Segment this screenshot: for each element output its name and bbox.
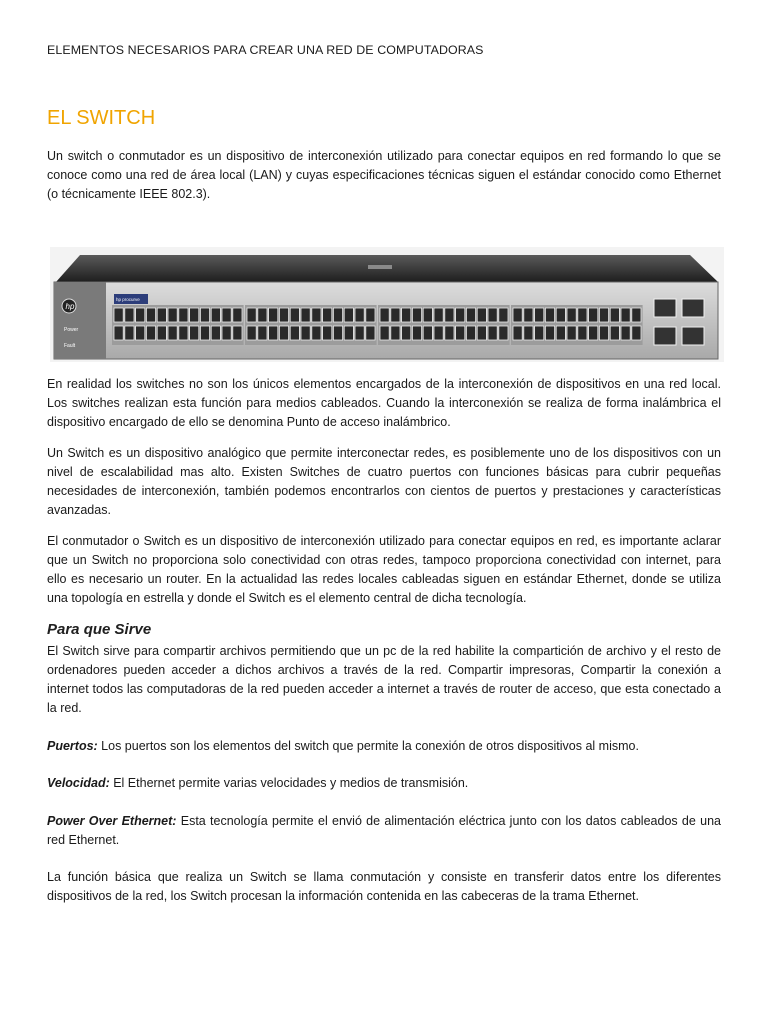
ethernet-port bbox=[279, 308, 288, 322]
ethernet-port bbox=[621, 308, 630, 322]
ethernet-port bbox=[621, 326, 630, 340]
ethernet-port bbox=[556, 326, 565, 340]
para-que-sirve-paragraph: El Switch sirve para compartir archivos permitiendo que un pc de la red habilite la compartición de archivo y el resto de ordenadores pueden acceder a dichos archivos a través de la red. Compartir impresoras, Compartir la conexión a internet todos las computadoras de la red pueden acceder a internet a través de router de acceso, que esta conectado a la red. bbox=[47, 644, 721, 715]
ethernet-port bbox=[344, 308, 353, 322]
ethernet-port bbox=[190, 326, 199, 340]
velocidad-text: El Ethernet permite varias velocidades y medios de transmisión. bbox=[109, 776, 469, 790]
velocidad-definition bbox=[47, 774, 721, 793]
ethernet-port bbox=[146, 308, 155, 322]
ethernet-port bbox=[545, 308, 554, 322]
ethernet-port bbox=[499, 308, 508, 322]
ethernet-port bbox=[578, 326, 587, 340]
ethernet-port bbox=[157, 326, 166, 340]
ethernet-port bbox=[157, 308, 166, 322]
ethernet-port bbox=[125, 326, 134, 340]
ethernet-port bbox=[589, 308, 598, 322]
section-title: EL SWITCH bbox=[47, 107, 156, 129]
ethernet-port bbox=[466, 308, 475, 322]
ethernet-port bbox=[578, 308, 587, 322]
ethernet-port bbox=[423, 326, 432, 340]
puertos-term: Puertos: bbox=[47, 739, 98, 753]
switch-photo bbox=[50, 247, 724, 362]
poe-definition bbox=[47, 812, 721, 850]
ethernet-port bbox=[290, 308, 299, 322]
svg-text:Fault: Fault bbox=[64, 343, 76, 349]
final-paragraph: La función básica que realiza un Switch se llama conmutación y consiste en transferir datos entre los diferentes dispositivos de la red, los Switch procesan la información contenida en las cabeceras de la trama Ethernet. bbox=[47, 870, 721, 903]
ethernet-port bbox=[610, 326, 619, 340]
ethernet-port bbox=[380, 308, 389, 322]
ethernet-port bbox=[114, 308, 123, 322]
ethernet-port bbox=[380, 326, 389, 340]
ethernet-port bbox=[513, 308, 522, 322]
intro-paragraph: Un switch o conmutador es un dispositivo de interconexión utilizado para conectar equipos en red formando lo que se conoce como una red de área local (LAN) y cuyas especificaciones técnicas siguen el estándar conocido como Ethernet (o técnicamente IEEE 802.3). bbox=[47, 149, 721, 201]
ethernet-port bbox=[412, 326, 421, 340]
ethernet-port bbox=[456, 326, 465, 340]
ethernet-port bbox=[179, 326, 188, 340]
paragraph-1: En realidad los switches no son los únicos elementos encargados de la interconexión de dispositivos en una red local. Los switches realizan esta función para medios cableados. Cuando la interconexión se realiza de forma inalámbrica el dispositivo encargado de ello se denomina Punto de acceso inalámbrico. bbox=[47, 377, 721, 429]
puertos-text: Los puertos son los elementos del switch que permite la conexión de otros dispositivos al mismo. bbox=[97, 739, 639, 753]
ethernet-port bbox=[488, 326, 497, 340]
ethernet-port bbox=[333, 326, 342, 340]
ethernet-port bbox=[366, 308, 375, 322]
ethernet-port bbox=[247, 308, 256, 322]
ethernet-port bbox=[190, 308, 199, 322]
ethernet-port bbox=[402, 326, 411, 340]
ethernet-port bbox=[136, 326, 145, 340]
ethernet-port bbox=[323, 326, 332, 340]
uplink-port bbox=[682, 327, 704, 345]
svg-text:hp: hp bbox=[65, 302, 75, 311]
ethernet-port bbox=[513, 326, 522, 340]
ethernet-port bbox=[211, 326, 220, 340]
ethernet-port bbox=[535, 326, 544, 340]
ethernet-port bbox=[556, 308, 565, 322]
svg-text:Power: Power bbox=[64, 327, 79, 333]
ethernet-port bbox=[545, 326, 554, 340]
poe-text: Esta tecnología permite el envió de alimentación eléctrica junto con los datos cableados de una red Ethernet. bbox=[47, 814, 721, 847]
ethernet-port bbox=[412, 308, 421, 322]
ethernet-port bbox=[445, 308, 454, 322]
subsection-title: Para que Sirve bbox=[47, 621, 152, 638]
ethernet-port bbox=[233, 308, 242, 322]
ethernet-port bbox=[488, 308, 497, 322]
ethernet-port bbox=[323, 308, 332, 322]
paragraph-3: El conmutador o Switch es un dispositivo de interconexión utilizado para conectar equipos en red, es importante aclarar que un Switch no proporciona solo conectividad con otras redes, tampoco proporciona conectividad con internet, para ello es necesario un router. En la actualidad las redes locales cableadas siguen en estándar Ethernet, donde se utiliza una topología en estrella y donde el Switch es el elemento central de dicha tecnología. bbox=[47, 534, 721, 605]
ethernet-port bbox=[599, 308, 608, 322]
ethernet-port bbox=[477, 308, 486, 322]
uplink-port bbox=[654, 299, 676, 317]
poe-term: Power Over Ethernet: bbox=[47, 814, 177, 828]
ethernet-port bbox=[477, 326, 486, 340]
svg-text:hp procurve: hp procurve bbox=[116, 297, 140, 302]
ethernet-port bbox=[301, 308, 310, 322]
ethernet-port bbox=[247, 326, 256, 340]
uplink-port bbox=[654, 327, 676, 345]
ethernet-port bbox=[114, 326, 123, 340]
ethernet-port bbox=[312, 326, 321, 340]
ethernet-port bbox=[535, 308, 544, 322]
uplink-port bbox=[682, 299, 704, 317]
ethernet-port bbox=[233, 326, 242, 340]
ethernet-port bbox=[434, 308, 443, 322]
ethernet-port bbox=[290, 326, 299, 340]
ethernet-port bbox=[333, 308, 342, 322]
ethernet-port bbox=[524, 326, 533, 340]
ethernet-port bbox=[524, 308, 533, 322]
ethernet-port bbox=[456, 308, 465, 322]
document-header: ELEMENTOS NECESARIOS PARA CREAR UNA RED DE COMPUTADORAS bbox=[47, 43, 484, 57]
ethernet-port bbox=[632, 308, 641, 322]
ethernet-port bbox=[136, 308, 145, 322]
ethernet-port bbox=[632, 326, 641, 340]
ethernet-port bbox=[567, 308, 576, 322]
ethernet-port bbox=[125, 308, 134, 322]
ethernet-port bbox=[391, 326, 400, 340]
ethernet-port bbox=[423, 308, 432, 322]
ethernet-port bbox=[610, 308, 619, 322]
ethernet-port bbox=[312, 308, 321, 322]
ethernet-port bbox=[222, 308, 231, 322]
switch-illustration bbox=[50, 247, 724, 362]
ethernet-port bbox=[269, 326, 278, 340]
ethernet-port bbox=[391, 308, 400, 322]
ethernet-port bbox=[168, 326, 177, 340]
ethernet-port bbox=[445, 326, 454, 340]
ethernet-port bbox=[179, 308, 188, 322]
ethernet-port bbox=[434, 326, 443, 340]
ethernet-port bbox=[301, 326, 310, 340]
ethernet-port bbox=[355, 308, 364, 322]
ethernet-port bbox=[258, 308, 267, 322]
ethernet-port bbox=[599, 326, 608, 340]
ethernet-port bbox=[499, 326, 508, 340]
ethernet-port bbox=[222, 326, 231, 340]
ethernet-port bbox=[355, 326, 364, 340]
ethernet-port bbox=[211, 308, 220, 322]
ethernet-port bbox=[466, 326, 475, 340]
paragraph-2: Un Switch es un dispositivo analógico que permite interconectar redes, es posiblemente uno de los dispositivos con un nivel de escalabilidad mas alto. Existen Switches de cuatro puertos con funciones básicas para cubrir pequeñas necesidades de interconexión, también podemos encontrarlos con cientos de puertos y prestaciones y características avanzadas. bbox=[47, 446, 721, 517]
ethernet-port bbox=[366, 326, 375, 340]
ethernet-port bbox=[567, 326, 576, 340]
ethernet-port bbox=[168, 308, 177, 322]
ethernet-port bbox=[589, 326, 598, 340]
ethernet-port bbox=[146, 326, 155, 340]
ethernet-port bbox=[279, 326, 288, 340]
ethernet-port bbox=[269, 308, 278, 322]
velocidad-term: Velocidad: bbox=[47, 776, 110, 790]
ethernet-port bbox=[402, 308, 411, 322]
ethernet-port bbox=[258, 326, 267, 340]
puertos-definition bbox=[47, 737, 721, 756]
ethernet-port bbox=[344, 326, 353, 340]
ethernet-port bbox=[200, 308, 209, 322]
ethernet-port bbox=[200, 326, 209, 340]
